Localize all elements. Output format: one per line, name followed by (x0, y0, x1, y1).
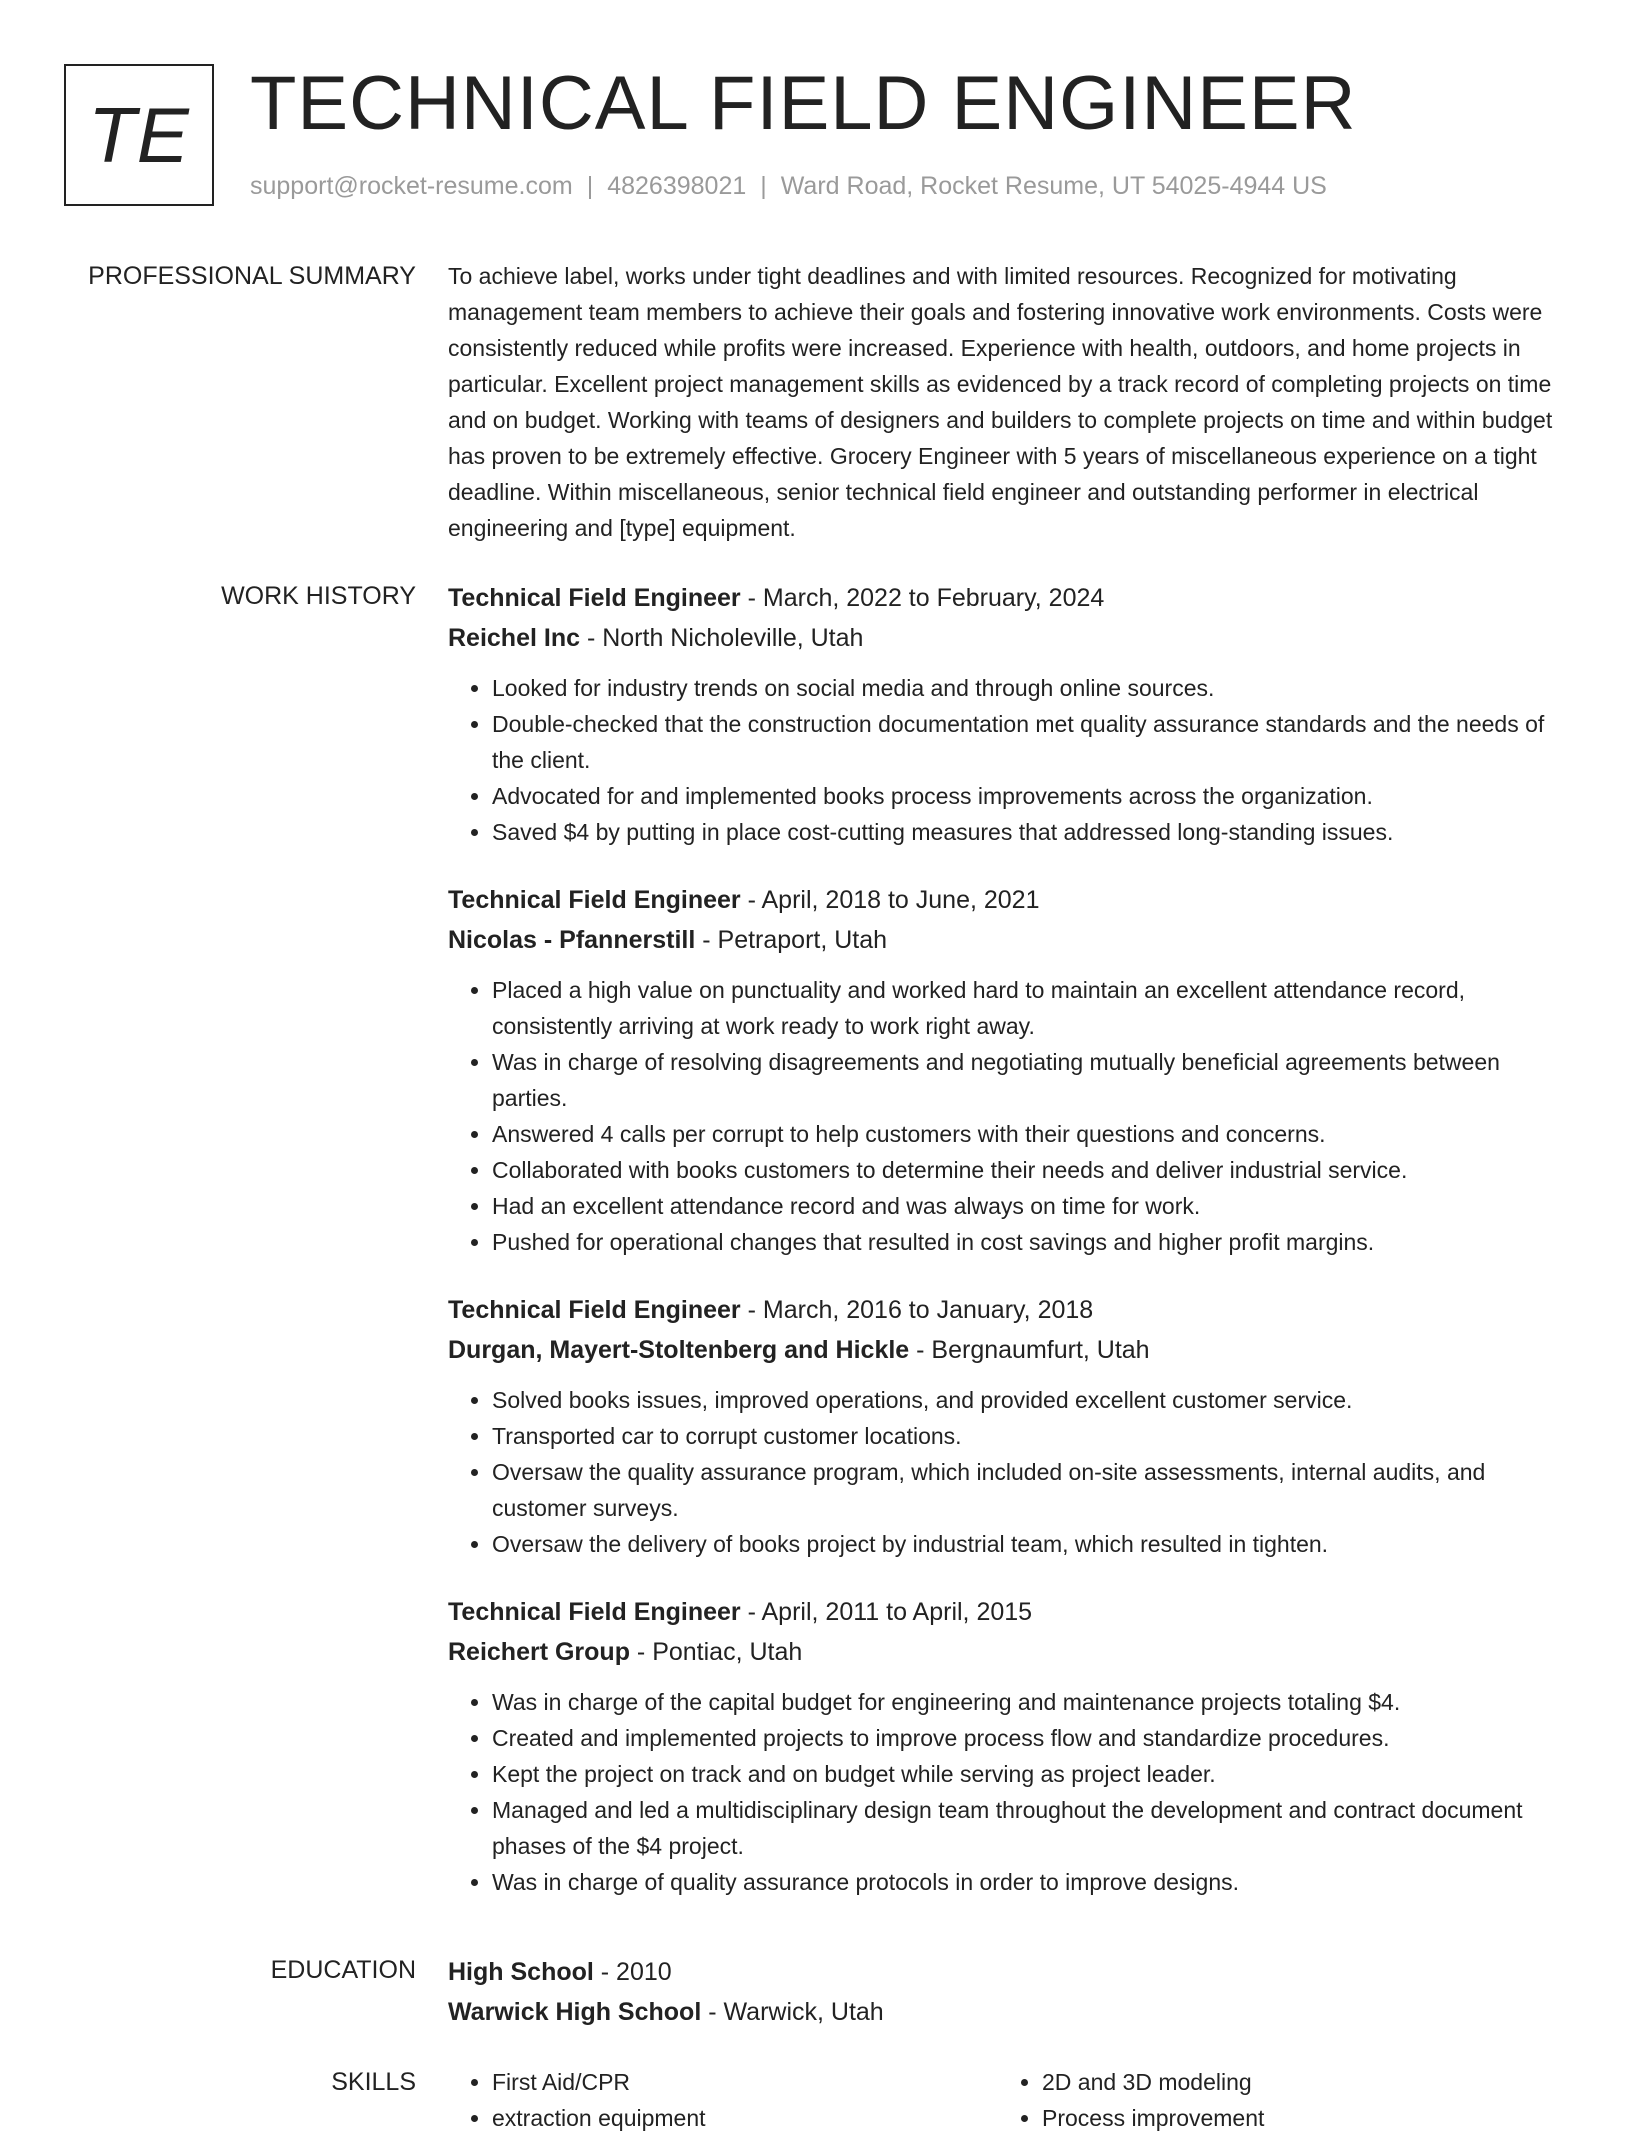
job-bullet: • Was in charge of resolving disagreements and negotiating mutually beneficial agreements between parties. (492, 1044, 1568, 1116)
education-degree: High School (448, 1958, 594, 1986)
skill-item: • First Aid/CPR (492, 2064, 998, 2100)
section-label-summary: PROFESSIONAL SUMMARY (88, 262, 416, 290)
monogram-logo: TE (64, 64, 214, 206)
section-label-education: EDUCATION (270, 1956, 416, 1984)
job-company: Nicolas - Pfannerstill (448, 926, 696, 954)
job-location: - Pontiac, Utah (629, 1638, 803, 1666)
job-entry (448, 578, 1568, 850)
job-bullet: • Looked for industry trends on social media and through online sources. (492, 670, 1568, 706)
summary-text: To achieve label, works under tight deadlines and with limited resources. Recognized for motivating management team members to achieve their goals and fostering innovative work environments. Costs were consistently reduced while profits were increased. Experience with health, outdoors, and home projects in particular. Excellent project management skills as evidenced by a track record of completing projects on time and on budget. Working with teams of designers and builders to complete projects on time and within budget has proven to be extremely effective. Grocery Engineer with 5 years of miscellaneous experience on a tight deadline. Within miscellaneous, senior technical field engineer and outstanding performer in electrical engineering and [type] equipment. (448, 263, 1553, 541)
education-degree-line (448, 1952, 1568, 1992)
job-company: Reichert Group (448, 1638, 630, 1666)
job-bullet: • Transported car to corrupt customer locations. (492, 1418, 1568, 1454)
job-bullets (448, 1684, 1568, 1900)
education-location: - Warwick, Utah (701, 1998, 884, 2026)
job-bullet: • Placed a high value on punctuality and worked hard to maintain an excellent attendance record, consistently arriving at work ready to work right away. (492, 972, 1568, 1044)
job-title: Technical Field Engineer (448, 1296, 741, 1324)
contact-separator: | (586, 172, 594, 200)
work-history-body (448, 578, 1568, 1930)
job-bullet: • Saved $4 by putting in place cost-cutting measures that addressed long-standing issues. (492, 814, 1568, 850)
skills-column-right (998, 2064, 1548, 2136)
job-bullet: • Double-checked that the construction documentation met quality assurance standards and the needs of the client. (492, 706, 1568, 778)
job-company: Reichel Inc (448, 624, 580, 652)
job-title: Technical Field Engineer (448, 886, 741, 914)
job-title-line (448, 1290, 1568, 1330)
education-year: - 2010 (593, 1958, 672, 1986)
job-title: Technical Field Engineer (448, 1598, 741, 1626)
job-bullet: • Oversaw the quality assurance program, which included on-site assessments, internal audits, and customer surveys. (492, 1454, 1568, 1526)
education-school-line (448, 1992, 1568, 2032)
job-bullet: • Created and implemented projects to improve process flow and standardize procedures. (492, 1720, 1568, 1756)
job-dates: - April, 2018 to June, 2021 (740, 886, 1040, 914)
job-dates: - March, 2022 to February, 2024 (740, 584, 1105, 612)
job-location: - Petraport, Utah (695, 926, 888, 954)
job-bullets (448, 972, 1568, 1260)
resume-title: TECHNICAL FIELD ENGINEER (250, 61, 1357, 146)
job-bullet: • Oversaw the delivery of books project by industrial team, which resulted in tighten. (492, 1526, 1568, 1562)
job-company-line (448, 1632, 1568, 1672)
job-bullet: • Solved books issues, improved operations, and provided excellent customer service. (492, 1382, 1568, 1418)
education-body (448, 1952, 1568, 2032)
job-bullet: • Answered 4 calls per corrupt to help customers with their questions and concerns. (492, 1116, 1568, 1152)
contact-address: Ward Road, Rocket Resume, UT 54025-4944 US (780, 172, 1327, 200)
job-bullet: • Advocated for and implemented books process improvements across the organization. (492, 778, 1568, 814)
job-company-line (448, 920, 1568, 960)
job-company-line (448, 1330, 1568, 1370)
job-bullet: • Pushed for operational changes that resulted in cost savings and higher profit margins. (492, 1224, 1568, 1260)
job-dates: - March, 2016 to January, 2018 (740, 1296, 1094, 1324)
skills-body (448, 2064, 1568, 2136)
contact-separator: | (760, 172, 767, 200)
job-entry (448, 1592, 1568, 1900)
job-entry (448, 1290, 1568, 1562)
job-location: - Bergnaumfurt, Utah (909, 1336, 1150, 1364)
section-label-work-history: WORK HISTORY (221, 582, 416, 610)
job-bullet: • Kept the project on track and on budget while serving as project leader. (492, 1756, 1568, 1792)
job-bullet: • Collaborated with books customers to determine their needs and deliver industrial service. (492, 1152, 1568, 1188)
skill-item: • extraction equipment (492, 2100, 998, 2136)
contact-line (250, 172, 1327, 201)
job-bullet: • Had an excellent attendance record and was always on time for work. (492, 1188, 1568, 1224)
summary-body (448, 258, 1568, 546)
job-bullets (448, 670, 1568, 850)
job-title: Technical Field Engineer (448, 584, 741, 612)
job-title-line (448, 880, 1568, 920)
job-title-line (448, 1592, 1568, 1632)
job-bullet: • Managed and led a multidisciplinary design team throughout the development and contract document phases of the $4 project. (492, 1792, 1568, 1864)
section-label-skills: SKILLS (331, 2068, 416, 2096)
job-dates: - April, 2011 to April, 2015 (740, 1598, 1033, 1626)
job-location: - North Nicholeville, Utah (580, 624, 864, 652)
section-professional-summary (0, 258, 1632, 548)
contact-phone[interactable]: 4826398021 (607, 172, 747, 200)
contact-email[interactable]: support@rocket-resume.com (250, 172, 573, 200)
resume-header (64, 61, 1574, 214)
job-entry (448, 880, 1568, 1260)
job-bullets (448, 1382, 1568, 1562)
job-bullet: • Was in charge of the capital budget for engineering and maintenance projects totaling $4. (492, 1684, 1568, 1720)
job-title-line (448, 578, 1568, 618)
skill-item: • 2D and 3D modeling (1042, 2064, 1548, 2100)
skills-grid (448, 2064, 1568, 2136)
skills-column-left (448, 2064, 998, 2136)
education-school: Warwick High School (448, 1998, 702, 2026)
job-company: Durgan, Mayert-Stoltenberg and Hickle (448, 1336, 910, 1364)
skill-item: • Process improvement (1042, 2100, 1548, 2136)
job-bullet: • Was in charge of quality assurance protocols in order to improve designs. (492, 1864, 1568, 1900)
job-company-line (448, 618, 1568, 658)
